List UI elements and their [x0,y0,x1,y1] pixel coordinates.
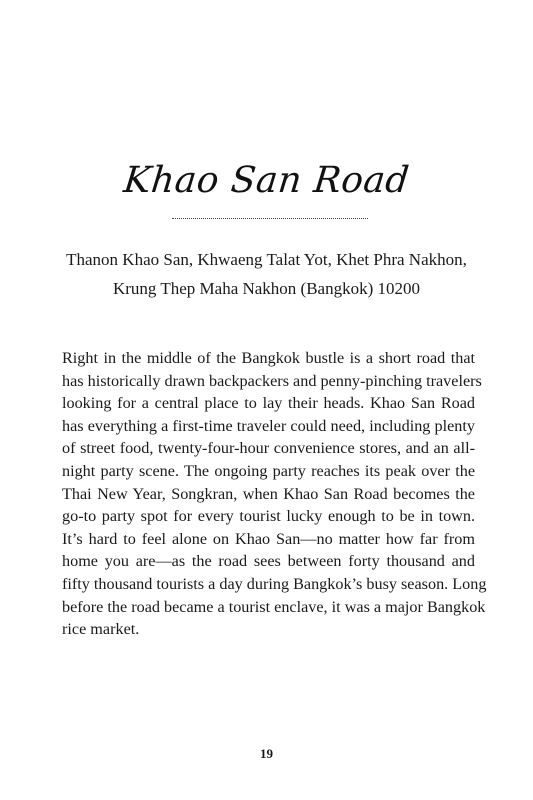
body-line: home you are—as the road sees between forty thousand and [62,552,475,571]
address-line-1: Thanon Khao San, Khwaeng Talat Yot, Khet Phra Nakhon, [66,250,467,269]
body-line: rice market. [62,620,140,639]
body-line: Thai New Year, Songkran, when Khao San Road becomes the [62,484,475,503]
body-line: before the road became a tourist enclave, it was a major Bangkok [62,597,486,616]
body-line: Right in the middle of the Bangkok bustle is a short road that [62,349,475,367]
body-line: It’s hard to feel alone on Khao San—no matter how far from [62,529,475,548]
address-line-2: Krung Thep Maha Nakhon (Bangkok) 10200 [112,279,421,298]
page-title: Khao San Road [121,160,412,201]
address-block [0,245,533,303]
body-line: go-to party spot for every tourist lucky enough to be in town. [62,507,475,526]
dotted-divider [172,218,368,219]
body-line: of street food, twenty-four-hour convenience stores, and an all- [62,439,475,458]
body-paragraph [62,347,487,641]
body-line: looking for a central place to lay their heads. Khao San Road [62,394,475,413]
body-line: has everything a first-time traveler could need, including plenty [62,416,475,435]
body-line: fifty thousand tourists a day during Bangkok’s busy season. Long [62,574,487,593]
page-number: 19 [260,746,273,761]
body-line: night party scene. The ongoing party reaches its peak over the [62,461,475,480]
body-line: has historically drawn backpackers and penny-pinching travelers [62,371,482,390]
